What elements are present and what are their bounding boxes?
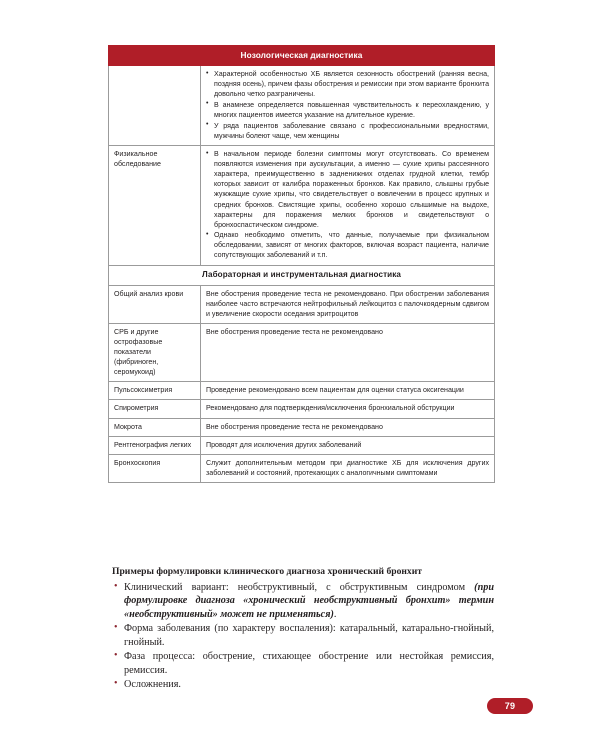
row-content: [201, 418, 495, 436]
row-label: Рентгенография легких: [109, 436, 201, 454]
list-item: • Характерной особенностью ХБ является сезонность обострений (ранняя весна, поздняя осень), причем фазы обострения и ремиссии при этом варианте бронхита довольно четко разграничены.: [206, 69, 489, 99]
list-item: • Однако необходимо отметить, что данные, получаемые при физикальном обследовании, зависят от многих факторов, включая возраст пациента, наличие сопутствующих заболеваний и т.п.: [206, 230, 489, 260]
list-item: [112, 650, 494, 677]
list-item: • В начальном периоде болезни симптомы могут отсутствовать. Со временем появляются изменения при аускультации, а именно — сухие хрипы рассеянного характера, преимущественно в задненижних отделах грудной клетки, тембр которых зависит от калибра пораженных бронхов. Как правило, слышны грубые жужжащие сухие хрипы, что свидетельствует о вовлечении в процесс крупных и средних бронхов. Свистящие хрипы, особенно хорошо слышимые на выдохе, характерны для поражения мелких бронхов и свидетельствуют о бронхоспастическом синдроме.: [206, 149, 489, 230]
item-lead: Форма заболевания (по характеру воспаления): катаральный, катарально-гнойный, гнойный.: [124, 623, 494, 648]
row-text: Рекомендовано для подтверждения/исключения бронхиальной обструкции: [206, 404, 455, 413]
table-section-header-lab: [109, 265, 495, 285]
row-text: Вне обострения проведение теста не рекомендовано. При обострении заболевания наиболее часто встречаются нейтрофильный лейкоцитоз с палочкоядерным сдвигом и увеличение скорости оседания эритроцитов: [206, 289, 490, 319]
row-content: [201, 66, 495, 146]
row-label: Спирометрия: [109, 400, 201, 418]
row-label: Бронхоскопия: [109, 454, 201, 482]
item-lead: Клинический вариант: необструктивный, с обструктивным синдромом: [124, 581, 475, 593]
table-section-header-nosology: [109, 46, 495, 66]
table-row: [109, 66, 495, 146]
table-row: [109, 146, 495, 266]
table-row: [109, 454, 495, 482]
list-item: [112, 622, 494, 649]
item-lead: Фаза процесса: обострение, стихающее обострение или нестойкая ремиссия, ремиссия.: [124, 651, 494, 676]
row-text: Вне обострения проведение теста не рекомендовано: [206, 328, 383, 337]
table-row: [109, 285, 495, 323]
bullet-list: [206, 149, 489, 260]
bullet-list: [206, 69, 489, 140]
row-label: [109, 66, 201, 146]
row-text: Служит дополнительным методом при диагностике ХБ для исключения других заболеваний и состояний, протекающих с аналогичными симптомами: [206, 458, 490, 477]
row-label: Пульсоксиметрия: [109, 382, 201, 400]
list-item: [112, 581, 494, 621]
diagnostics-table: [108, 45, 495, 483]
row-content: [201, 436, 495, 454]
item-tail: .: [333, 608, 337, 620]
row-text: Вне обострения проведение теста не рекомендовано: [206, 422, 383, 431]
examples-title: Примеры формулировки клинического диагноза хронический бронхит: [112, 566, 422, 577]
section-header-label: Нозологическая диагностика: [109, 46, 495, 66]
row-content: [201, 146, 495, 266]
row-content: [201, 454, 495, 482]
table-row: [109, 382, 495, 400]
table-row: [109, 400, 495, 418]
row-label: Физикальное обследование: [109, 146, 201, 266]
table-row: [109, 418, 495, 436]
row-content: [201, 285, 495, 323]
row-content: [201, 400, 495, 418]
page-number-badge: 79: [487, 698, 533, 714]
table-row: [109, 324, 495, 382]
row-label: СРБ и другие острофазовые показатели (фибриноген, серомукоид): [109, 324, 201, 382]
row-label: Мокрота: [109, 418, 201, 436]
row-content: [201, 324, 495, 382]
section-header-label: Лабораторная и инструментальная диагностика: [109, 265, 495, 285]
examples-section: [112, 566, 494, 693]
item-lead: Осложнения.: [124, 679, 181, 691]
row-text: Проведение рекомендовано всем пациентам для оценки статуса оксигенации: [206, 386, 464, 395]
row-label: Общий анализ крови: [109, 285, 201, 323]
row-content: [201, 382, 495, 400]
table-row: [109, 436, 495, 454]
examples-list: [112, 581, 494, 692]
list-item: • У ряда пациентов заболевание связано с профессиональными вредностями, мужчины болеют чаще, чем женщины: [206, 121, 489, 141]
list-item: [112, 678, 494, 691]
list-item: • В анамнезе определяется повышенная чувствительность к переохлаждению, у многих пациентов имеется указание на длительное курение.: [206, 100, 489, 120]
item-italic: (при формулировке диагноза «хронический необструктивный бронхит» термин «необструктивный» может не применяться): [124, 581, 494, 620]
row-text: Проводят для исключения других заболеваний: [206, 440, 362, 449]
